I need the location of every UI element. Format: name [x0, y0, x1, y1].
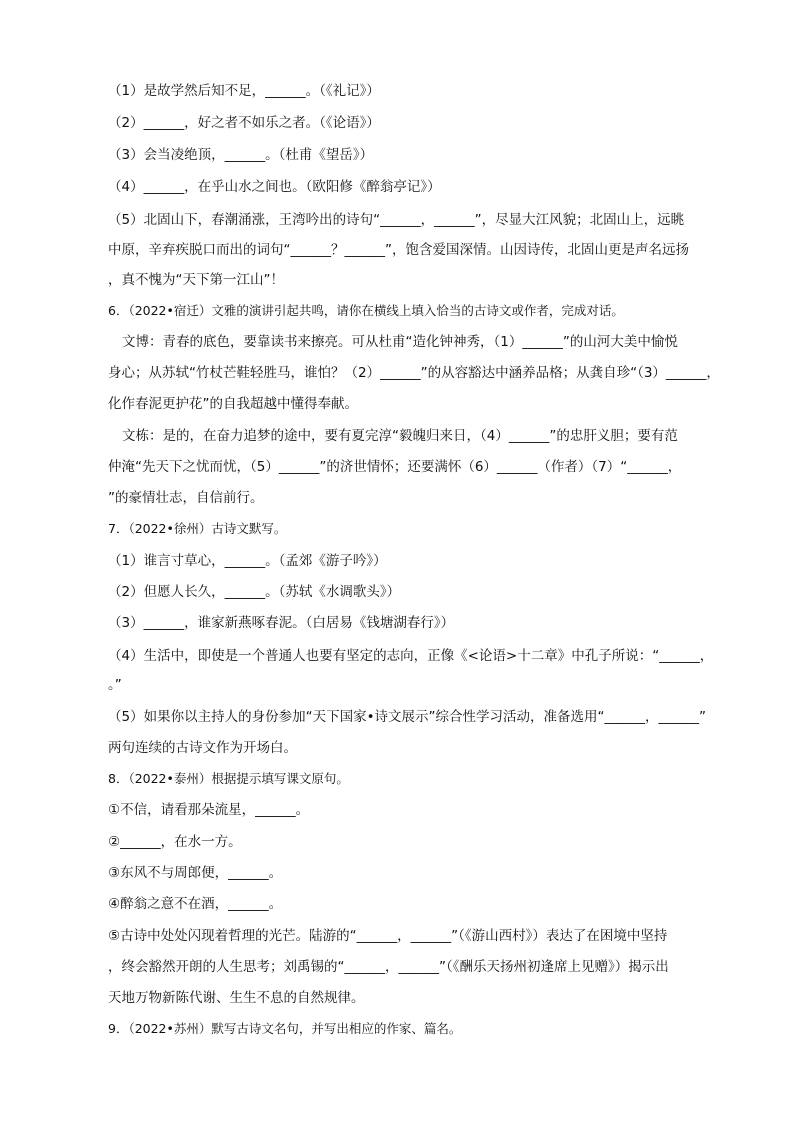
- text-line: ，终会豁然开朗的人生思考；刘禹锡的“______，______”（《酬乐天扬州初逢席上见赠》）揭示出: [108, 959, 669, 975]
- text-line: ”的豪情壮志，自信前行。: [108, 490, 264, 506]
- text-line: （1）是故学然后知不足，______。（《礼记》）: [108, 83, 380, 99]
- text-line: （4）______，在乎山水之间也。（欧阳修《醉翁亭记》）: [108, 179, 441, 195]
- text-line: ④醉翁之意不在酒，______。: [108, 896, 283, 912]
- text-line: （3）______，谁家新燕啄春泥。（白居易《钱塘湖春行》）: [108, 615, 455, 631]
- question-6-heading: 6．（2022•宿迁）文雅的演讲引起共鸣，请你在横线上填入恰当的古诗文或作者，完成对话。: [108, 303, 624, 318]
- text-line: 文博：青春的底色，要靠读书来擦亮。可从杜甫“造化钟神秀，（1）______”的山河大美中愉悦: [122, 334, 678, 350]
- text-line: ②______，在水一方。: [108, 834, 242, 850]
- text-line: （5）如果你以主持人的身份参加“天下国家•诗文展示”综合性学习活动，准备选用“______，______”: [108, 709, 707, 725]
- question-9-heading: 9．（2022•苏州）默写古诗文名句，并写出相应的作家、篇名。: [108, 1021, 462, 1036]
- text-line: （2）______，好之者不如乐之者。（《论语》）: [108, 115, 380, 131]
- question-8-heading: 8．（2022•泰州）根据提示填写课文原句。: [108, 771, 349, 786]
- text-line: （4）生活中，即使是一个普通人也要有坚定的志向，正像《<论语>十二章》中孔子所说：“______，: [108, 648, 714, 664]
- text-line: ③东风不与周郎便，______。: [108, 865, 283, 881]
- text-line: 身心；从苏轼“竹杖芒鞋轻胜马，谁怕？（2）______”的从容豁达中涵养品格；从龚自珍“（3）______，: [108, 365, 720, 381]
- text-line: ①不信，请看那朵流星，______。: [108, 802, 310, 818]
- text-line: （3）会当凌绝顶，______。（杜甫《望岳》）: [108, 147, 374, 163]
- text-line: 化作春泥更护花”的自我超越中懂得奉献。: [108, 396, 358, 412]
- text-line: ，真不愧为“天下第一江山”！: [108, 272, 284, 288]
- text-line: （5）北固山下，春潮涌涨，王湾吟出的诗句“______，______”，尽显大江风貌；北固山上，远眺: [108, 212, 685, 228]
- text-line: 。”: [108, 677, 122, 693]
- text-line: （2）但愿人长久，______。（苏轼《水调歌头》）: [108, 584, 401, 600]
- question-7-heading: 7．（2022•徐州）古诗文默写。: [108, 521, 287, 536]
- text-line: ⑤古诗中处处闪现着哲理的光芒。陆游的“______，______”（《游山西村》）表达了在困境中坚持: [108, 928, 668, 944]
- text-line: 天地万物新陈代谢、生生不息的自然规律。: [108, 990, 365, 1006]
- text-line: 两句连续的古诗文作为开场白。: [108, 740, 297, 756]
- text-line: 中原，辛弃疾脱口而出的词句“______？______”，饱含爱国深情。山因诗传，北固山更是声名远扬: [108, 242, 689, 258]
- text-line: 仲淹“先天下之忧而忧，（5）______”的济世情怀；还要满怀（6）______（作者）（7）“______，: [108, 459, 682, 475]
- text-line: 文栋：是的，在奋力追梦的途中，要有夏完淳“毅魄归来日，（4）______”的忠肝义胆；要有范: [122, 428, 678, 444]
- text-line: （1）谁言寸草心，______。（孟郊《游子吟》）: [108, 553, 387, 569]
